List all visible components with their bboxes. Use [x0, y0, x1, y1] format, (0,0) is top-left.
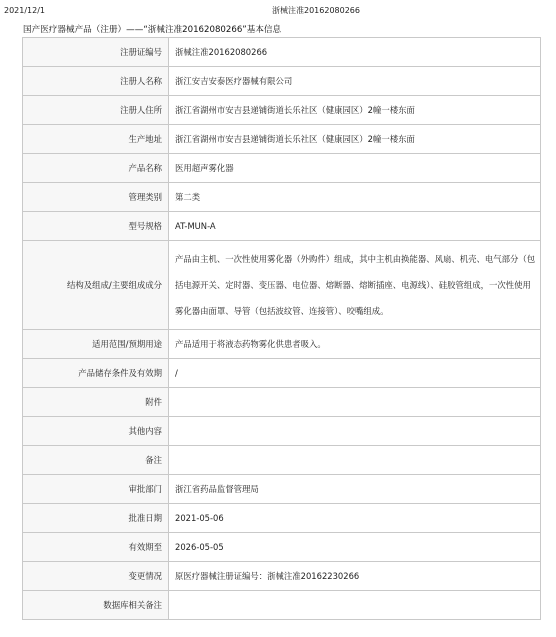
table-row	[23, 212, 541, 241]
row-label: 产品储存条件及有效期	[23, 359, 169, 388]
row-value: 2021-05-06	[169, 504, 541, 533]
row-value	[169, 591, 541, 620]
row-label: 附件	[23, 388, 169, 417]
table-row	[23, 359, 541, 388]
row-value: 第二类	[169, 183, 541, 212]
print-date: 2021/12/1	[4, 6, 46, 15]
row-value	[169, 446, 541, 475]
row-label: 有效期至	[23, 533, 169, 562]
table-row	[23, 446, 541, 475]
row-label: 型号规格	[23, 212, 169, 241]
table-row	[23, 96, 541, 125]
print-page-title: 浙械注准20162080266	[272, 6, 360, 15]
row-label: 管理类别	[23, 183, 169, 212]
row-value: 浙江省药品监督管理局	[169, 475, 541, 504]
row-label: 审批部门	[23, 475, 169, 504]
row-value: 医用超声雾化器	[169, 154, 541, 183]
row-label: 批准日期	[23, 504, 169, 533]
row-label: 生产地址	[23, 125, 169, 154]
table-row	[23, 183, 541, 212]
basic-info-table	[22, 37, 541, 620]
row-value	[169, 388, 541, 417]
row-value: 浙江省湖州市安吉县递铺街道长乐社区（健康园区）2幢一楼东面	[169, 96, 541, 125]
row-label: 数据库相关备注	[23, 591, 169, 620]
table-row	[23, 475, 541, 504]
table-row	[23, 330, 541, 359]
table-row	[23, 417, 541, 446]
row-label: 备注	[23, 446, 169, 475]
table-row	[23, 533, 541, 562]
print-header	[0, 5, 556, 17]
row-value: 浙械注准20162080266	[169, 38, 541, 67]
row-value: AT-MUN-A	[169, 212, 541, 241]
row-label: 其他内容	[23, 417, 169, 446]
row-value: 浙江省湖州市安吉县递铺街道长乐社区（健康园区）2幢一楼东面	[169, 125, 541, 154]
table-row	[23, 241, 541, 330]
row-label: 变更情况	[23, 562, 169, 591]
document-title: 国产医疗器械产品（注册）——“浙械注准20162080266”基本信息	[23, 25, 282, 35]
table-row	[23, 562, 541, 591]
row-label: 结构及组成/主要组成成分	[23, 241, 169, 330]
row-label: 注册人住所	[23, 96, 169, 125]
table-row	[23, 38, 541, 67]
table-row	[23, 504, 541, 533]
row-value: /	[169, 359, 541, 388]
table-row	[23, 591, 541, 620]
row-label: 注册人名称	[23, 67, 169, 96]
table-row	[23, 125, 541, 154]
table-row	[23, 67, 541, 96]
row-value: 原医疗器械注册证编号：浙械注准20162230266	[169, 562, 541, 591]
row-value: 产品由主机、一次性使用雾化器（外购件）组成，其中主机由换能器、风扇、机壳、电气部分（包括电源开关、定时器、变压器、电位器、熔断器、熔断插座、电源线）、硅胶管组成，一次性使用雾化器由面罩、导管（包括波纹管、连接管）、咬嘴组成。	[169, 241, 541, 330]
row-label: 产品名称	[23, 154, 169, 183]
table-row	[23, 388, 541, 417]
table-row	[23, 154, 541, 183]
row-label: 适用范围/预期用途	[23, 330, 169, 359]
row-value: 浙江安吉安泰医疗器械有限公司	[169, 67, 541, 96]
row-label: 注册证编号	[23, 38, 169, 67]
row-value: 2026-05-05	[169, 533, 541, 562]
row-value	[169, 417, 541, 446]
row-value: 产品适用于将液态药物雾化供患者吸入。	[169, 330, 541, 359]
